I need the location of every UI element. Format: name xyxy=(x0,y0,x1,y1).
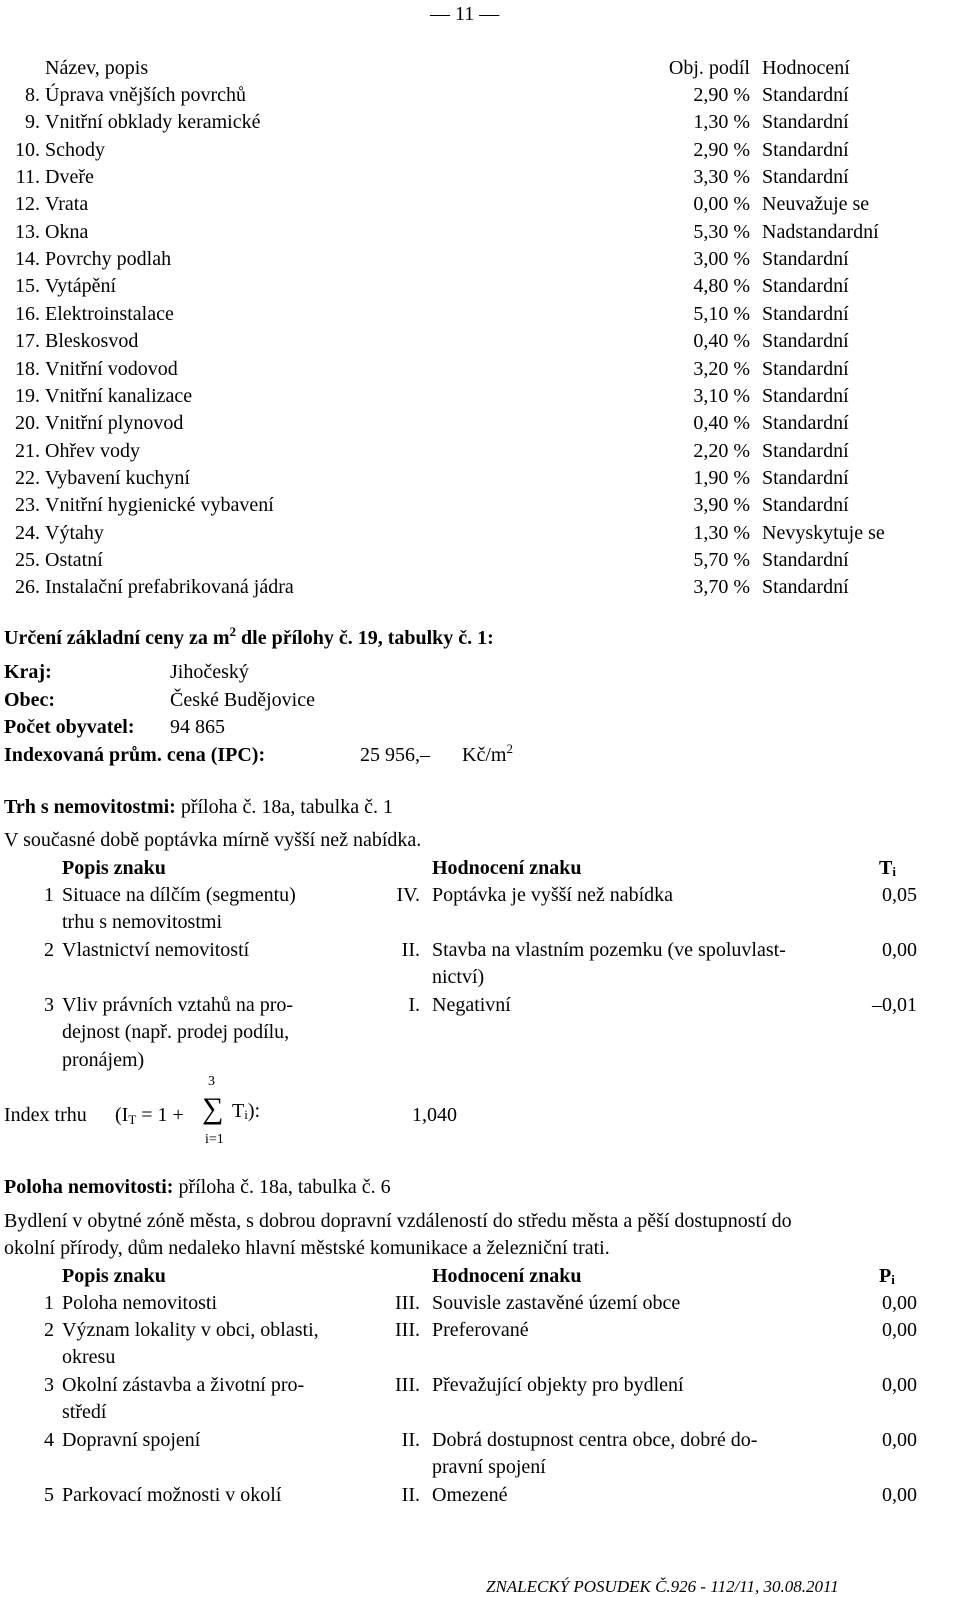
rating-row-roman: III. xyxy=(395,1292,420,1314)
rating-row-sign: Vliv právních vztahů na pro- xyxy=(62,994,294,1016)
rating-row-value: 0,00 xyxy=(882,1484,917,1506)
location-heading: Poloha nemovitosti: příloha č. 18a, tabulka č. 6 xyxy=(4,1176,391,1198)
component-number: 16. xyxy=(15,303,40,325)
component-share: 1,30 % xyxy=(693,111,750,133)
component-number: 23. xyxy=(15,494,40,516)
component-name: Vnitřní vodovod xyxy=(45,358,178,380)
component-number: 8. xyxy=(25,84,40,106)
rating-row-value: 0,00 xyxy=(882,1319,917,1341)
rating-row-roman: II. xyxy=(401,939,420,961)
component-name: Schody xyxy=(45,139,105,161)
rating-row-sign: Vlastnictví nemovitostí xyxy=(62,939,250,961)
rating-row-sign: dejnost (např. prodej podílu, xyxy=(62,1021,290,1043)
component-share: 3,30 % xyxy=(693,166,750,188)
rating-row-number: 2 xyxy=(44,1319,54,1341)
component-rating: Standardní xyxy=(762,467,849,489)
component-name: Vnitřní plynovod xyxy=(45,412,184,434)
component-share: 4,80 % xyxy=(693,275,750,297)
component-name: Povrchy podlah xyxy=(45,248,172,270)
index-label: Index trhu xyxy=(4,1104,87,1126)
rating-row-value: 0,00 xyxy=(882,939,917,961)
component-number: 21. xyxy=(15,440,40,462)
component-name: Elektroinstalace xyxy=(45,303,174,325)
rating-row-text: Negativní xyxy=(432,994,511,1016)
component-rating: Nevyskytuje se xyxy=(762,522,885,544)
ipc-unit: $Kč/m^2$ xyxy=(462,741,513,766)
location-col-value: $P_i$ xyxy=(879,1265,895,1287)
location-description-line-1: Bydlení v obytné zóně města, s dobrou dopravní vzdáleností do středu města a pěší dostupností do xyxy=(4,1210,792,1232)
rating-row-text: Omezené xyxy=(432,1484,508,1506)
component-share: 0,40 % xyxy=(693,412,750,434)
base-price-heading: Určení základní ceny za $m^2$ dle přílohy č. 19, tabulky č. 1: xyxy=(4,624,494,649)
component-number: 24. xyxy=(15,522,40,544)
rating-row-sign: okresu xyxy=(62,1346,116,1368)
rating-row-roman: III. xyxy=(395,1319,420,1341)
component-share: 1,90 % xyxy=(693,467,750,489)
index-value: 1,040 xyxy=(412,1104,457,1126)
component-number: 17. xyxy=(15,330,40,352)
component-name: Vytápění xyxy=(45,275,117,297)
component-share: 3,00 % xyxy=(693,248,750,270)
rating-row-roman: I. xyxy=(408,994,420,1016)
rating-row-text: Souvisle zastavěné území obce xyxy=(432,1292,681,1314)
index-formula: ($I_T = 1$ + xyxy=(115,1104,184,1127)
components-header-share: Obj. podíl xyxy=(668,57,750,79)
rating-row-number: 3 xyxy=(44,1374,54,1396)
component-share: 2,90 % xyxy=(693,139,750,161)
components-header-name: Název, popis xyxy=(45,57,149,79)
rating-row-roman: II. xyxy=(401,1484,420,1506)
component-number: 20. xyxy=(15,412,40,434)
component-share: 5,70 % xyxy=(693,549,750,571)
rating-row-sign: Okolní zástavba a životní pro- xyxy=(62,1374,305,1396)
rating-row-text: pravní spojení xyxy=(432,1456,546,1478)
market-col-rating: Hodnocení znaku xyxy=(432,857,582,879)
ipc-label: Indexovaná prům. cena (IPC): xyxy=(4,744,266,766)
rating-row-text: Poptávka je vyšší než nabídka xyxy=(432,884,674,906)
rating-row-sign: trhu s nemovitostmi xyxy=(62,911,222,933)
rating-row-text: Stavba na vlastním pozemku (ve spoluvlast- xyxy=(432,939,786,961)
rating-row-number: 5 xyxy=(44,1484,54,1506)
component-number: 25. xyxy=(15,549,40,571)
market-col-sign: Popis znaku xyxy=(62,857,166,879)
component-number: 14. xyxy=(15,248,40,270)
kraj-value: Jihočeský xyxy=(170,661,249,683)
rating-row-value: –0,01 xyxy=(872,994,917,1016)
rating-row-sign: Parkovací možnosti v okolí xyxy=(62,1484,282,1506)
component-number: 18. xyxy=(15,358,40,380)
component-number: 11. xyxy=(15,166,40,188)
component-name: Okna xyxy=(45,221,89,243)
component-share: 0,00 % xyxy=(693,193,750,215)
component-name: Instalační prefabrikovaná jádra xyxy=(45,576,294,598)
component-name: Bleskosvod xyxy=(45,330,139,352)
component-rating: Standardní xyxy=(762,84,849,106)
pocet-value: 94 865 xyxy=(170,716,225,738)
component-share: 1,30 % xyxy=(693,522,750,544)
component-share: 3,90 % xyxy=(693,494,750,516)
kraj-label: Kraj: xyxy=(4,661,52,683)
sum-symbol: ∑ xyxy=(202,1092,224,1125)
rating-row-roman: II. xyxy=(401,1429,420,1451)
component-rating: Standardní xyxy=(762,549,849,571)
component-name: Vnitřní obklady keramické xyxy=(45,111,261,133)
component-share: 3,10 % xyxy=(693,385,750,407)
component-rating: Standardní xyxy=(762,303,849,325)
location-col-sign: Popis znaku xyxy=(62,1265,166,1287)
rating-row-text: nictví) xyxy=(432,966,485,988)
component-number: 22. xyxy=(15,467,40,489)
component-name: Vnitřní kanalizace xyxy=(45,385,193,407)
component-number: 12. xyxy=(15,193,40,215)
rating-row-number: 4 xyxy=(44,1429,54,1451)
footer-reference: ZNALECKÝ POSUDEK Č.926 - 112/11, 30.08.2011 xyxy=(486,1577,839,1596)
location-col-rating: Hodnocení znaku xyxy=(432,1265,582,1287)
rating-row-text: Převažující objekty pro bydlení xyxy=(432,1374,684,1396)
component-name: Ohřev vody xyxy=(45,440,140,462)
component-rating: Neuvažuje se xyxy=(762,193,870,215)
rating-row-sign: Dopravní spojení xyxy=(62,1429,201,1451)
rating-row-value: 0,00 xyxy=(882,1374,917,1396)
rating-row-sign: Poloha nemovitosti xyxy=(62,1292,217,1314)
component-name: Dveře xyxy=(45,166,94,188)
component-rating: Standardní xyxy=(762,330,849,352)
component-number: 15. xyxy=(15,275,40,297)
rating-row-value: 0,05 xyxy=(882,884,917,906)
component-rating: Standardní xyxy=(762,576,849,598)
component-share: 3,70 % xyxy=(693,576,750,598)
rating-row-number: 1 xyxy=(44,884,54,906)
obec-label: Obec: xyxy=(4,689,56,711)
rating-row-number: 1 xyxy=(44,1292,54,1314)
rating-row-text: Preferované xyxy=(432,1319,529,1341)
component-share: 2,20 % xyxy=(693,440,750,462)
component-rating: Nadstandardní xyxy=(762,221,879,243)
rating-row-roman: III. xyxy=(395,1374,420,1396)
market-col-value: $T_i$ xyxy=(879,857,896,879)
component-name: Vybavení kuchyní xyxy=(45,467,190,489)
component-number: 10. xyxy=(15,139,40,161)
components-header-rating: Hodnocení xyxy=(762,57,850,79)
component-name: Vrata xyxy=(45,193,89,215)
obec-value: České Budějovice xyxy=(170,689,315,711)
component-share: 5,30 % xyxy=(693,221,750,243)
component-rating: Standardní xyxy=(762,248,849,270)
component-rating: Standardní xyxy=(762,385,849,407)
sum-lower-limit: i=1 xyxy=(205,1132,224,1147)
component-rating: Standardní xyxy=(762,166,849,188)
component-share: 3,20 % xyxy=(693,358,750,380)
component-rating: Standardní xyxy=(762,111,849,133)
component-rating: Standardní xyxy=(762,440,849,462)
market-heading: Trh s nemovitostmi: příloha č. 18a, tabulka č. 1 xyxy=(4,796,393,818)
component-name: Úprava vnějších povrchů xyxy=(45,84,247,106)
component-number: 13. xyxy=(15,221,40,243)
component-name: Ostatní xyxy=(45,549,103,571)
component-share: 0,40 % xyxy=(693,330,750,352)
rating-row-number: 3 xyxy=(44,994,54,1016)
rating-row-sign: Význam lokality v obci, oblasti, xyxy=(62,1319,319,1341)
component-name: Vnitřní hygienické vybavení xyxy=(45,494,274,516)
page-number: — 11 — xyxy=(430,3,500,25)
component-name: Výtahy xyxy=(45,522,104,544)
index-formula-term: $T_i$): xyxy=(232,1100,261,1122)
component-rating: Standardní xyxy=(762,358,849,380)
component-number: 19. xyxy=(15,385,40,407)
rating-row-value: 0,00 xyxy=(882,1292,917,1314)
component-rating: Standardní xyxy=(762,412,849,434)
component-share: 2,90 % xyxy=(693,84,750,106)
rating-row-sign: Situace na dílčím (segmentu) xyxy=(62,884,296,906)
component-rating: Standardní xyxy=(762,494,849,516)
ipc-value: 25 956,– xyxy=(360,744,430,766)
component-rating: Standardní xyxy=(762,275,849,297)
rating-row-number: 2 xyxy=(44,939,54,961)
location-description-line-2: okolní přírody, dům nedaleko hlavní městské komunikace a železniční trati. xyxy=(4,1237,610,1259)
component-rating: Standardní xyxy=(762,139,849,161)
rating-row-sign: pronájem) xyxy=(62,1049,145,1071)
rating-row-value: 0,00 xyxy=(882,1429,917,1451)
component-share: 5,10 % xyxy=(693,303,750,325)
sum-upper-limit: 3 xyxy=(208,1074,215,1089)
pocet-label: Počet obyvatel: xyxy=(4,716,135,738)
rating-row-roman: IV. xyxy=(396,884,420,906)
component-number: 9. xyxy=(25,111,40,133)
component-number: 26. xyxy=(15,576,40,598)
rating-row-sign: středí xyxy=(62,1401,107,1423)
market-description: V současné době poptávka mírně vyšší než nabídka. xyxy=(4,829,422,851)
rating-row-text: Dobrá dostupnost centra obce, dobré do- xyxy=(432,1429,758,1451)
